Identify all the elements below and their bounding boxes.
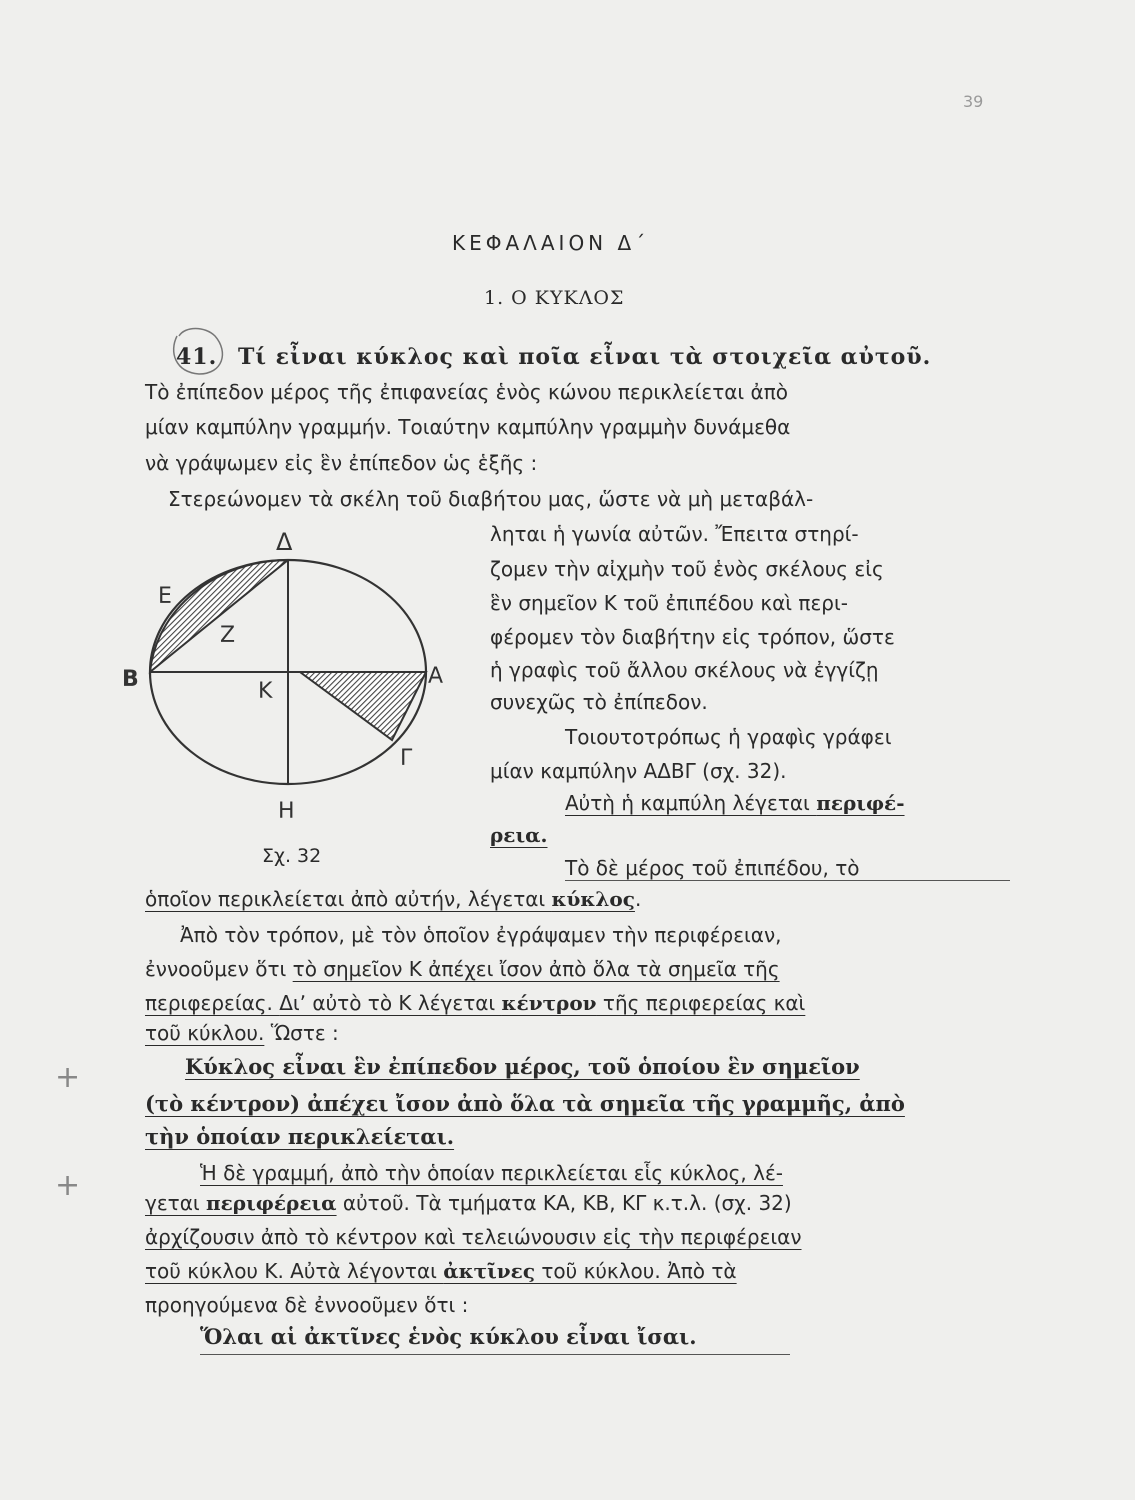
label-eta: Η — [278, 799, 295, 824]
label-zeta: Ζ — [220, 623, 236, 648]
text-line-12: μίαν καμπύλην ΑΔΒΓ (σχ. 32). — [490, 759, 787, 783]
text-line-11: Τοιουτοτρόπως ἡ γραφὶς γράφει — [565, 725, 892, 749]
question-number: 41. — [176, 344, 218, 370]
definition-circle-line-2: ὁποῖον περικλείεται ἀπὸ αὐτήν, λέγεται κύκλος. — [145, 887, 642, 911]
text-line-3: νὰ γράψωμεν εἰς ἓν ἐπίπεδον ὡς ἑξῆς : — [145, 451, 538, 475]
label-epsilon: Ε — [158, 584, 172, 609]
label-gamma: Γ — [400, 746, 413, 771]
radius-line-1: Ἡ δὲ γραμμή, ἀπὸ τὴν ὁποίαν περικλείεται εἷς κύκλος, λέ- — [200, 1161, 783, 1185]
text-line-9: ἡ γραφὶς τοῦ ἄλλου σκέλους νὰ ἐγγίζῃ — [490, 658, 879, 682]
radius-line-3: ἀρχίζουσιν ἀπὸ τὸ κέντρον καὶ τελειώνουσιν εἰς τὴν περιφέρειαν — [145, 1225, 802, 1249]
margin-plus-mark: + — [55, 1168, 81, 1203]
rule-radii: Ὅλαι αἱ ἀκτῖνες ἑνὸς κύκλου εἶναι ἴσαι. — [200, 1324, 697, 1349]
margin-plus-mark: + — [55, 1060, 81, 1095]
figure-caption: Σχ. 32 — [262, 845, 322, 867]
question-title: Τί εἶναι κύκλος καὶ ποῖα εἶναι τὰ στοιχεῖα αὐτοῦ. — [238, 344, 932, 370]
text-line-8: φέρομεν τὸν διαβήτην εἰς τρόπον, ὥστε — [490, 625, 895, 649]
text-line-6: ζομεν τὴν αἰχμὴν τοῦ ἑνὸς σκέλους εἰς — [490, 557, 884, 581]
text-line-4: Στερεώνομεν τὰ σκέλη τοῦ διαβήτου μας, ὥστε νὰ μὴ μεταβάλ- — [168, 487, 814, 511]
rule-circle-line-1: Κύκλος εἶναι ἓν ἐπίπεδον μέρος, τοῦ ὁποίου ἓν σημεῖον — [185, 1054, 860, 1079]
text-line-10: συνεχῶς τὸ ἐπίπεδον. — [490, 690, 708, 714]
radius-line-2: γεται περιφέρεια αὐτοῦ. Τὰ τμήματα ΚΑ, ΚΒ, ΚΓ κ.τ.λ. (σχ. 32) — [145, 1191, 792, 1215]
radius-line-4: τοῦ κύκλου Κ. Αὐτὰ λέγονται ἀκτῖνες τοῦ κύκλου. Ἀπὸ τὰ — [145, 1259, 737, 1283]
underline-rule — [565, 880, 1010, 881]
rule-circle-line-2: (τὸ κέντρον) ἀπέχει ἴσον ἀπὸ ὅλα τὰ σημεῖα τῆς γραμμῆς, ἀπὸ — [145, 1091, 905, 1116]
center-line-2: ἐννοοῦμεν ὅτι τὸ σημεῖον Κ ἀπέχει ἴσον ἀπὸ ὅλα τὰ σημεῖα τῆς — [145, 957, 780, 981]
label-delta: Δ — [276, 528, 293, 556]
definition-circumference-line-2: ρεια. — [490, 823, 548, 847]
center-line-4: τοῦ κύκλου. Ὥστε : — [145, 1021, 339, 1045]
text-line-5: ληται ἡ γωνία αὐτῶν. Ἔπειτα στηρί- — [490, 522, 859, 546]
page-number: 39 — [963, 92, 984, 111]
definition-circumference-line-1: Αὐτὴ ἡ καμπύλη λέγεται περιφέ- — [565, 791, 905, 815]
label-kappa: Κ — [258, 679, 273, 704]
text-line-1: Τὸ ἐπίπεδον μέρος τῆς ἐπιφανείας ἑνὸς κώνου περικλείεται ἀπὸ — [145, 380, 789, 404]
rule-circle-line-3: τὴν ὁποίαν περικλείεται. — [145, 1124, 455, 1149]
section-heading: 1. Ο ΚΥΚΛΟΣ — [484, 287, 625, 309]
label-beta: Β — [122, 667, 139, 692]
center-line-3: περιφερείας. Διʼ αὐτὸ τὸ Κ λέγεται κέντρον τῆς περιφερείας καὶ — [145, 991, 806, 1015]
label-alpha: Α — [428, 664, 444, 689]
figure-32-circle-diagram — [110, 520, 470, 850]
radius-line-5: προηγούμενα δὲ ἐννοοῦμεν ὅτι : — [145, 1293, 469, 1317]
center-line-1: Ἀπὸ τὸν τρόπον, μὲ τὸν ὁποῖον ἐγράψαμεν τὴν περιφέρειαν, — [180, 923, 782, 947]
text-line-2: μίαν καμπύλην γραμμήν. Τοιαύτην καμπύλην γραμμὴν δυνάμεθα — [145, 415, 791, 439]
shaded-segment-bd — [150, 560, 288, 672]
underline-rule — [200, 1354, 790, 1355]
chapter-heading: ΚΕΦΑΛΑΙΟΝ Δ΄ — [452, 231, 650, 255]
definition-circle-line-1: Τὸ δὲ μέρος τοῦ ἐπιπέδου, τὸ — [565, 856, 860, 880]
text-line-7: ἓν σημεῖον Κ τοῦ ἐπιπέδου καὶ περι- — [490, 591, 848, 615]
